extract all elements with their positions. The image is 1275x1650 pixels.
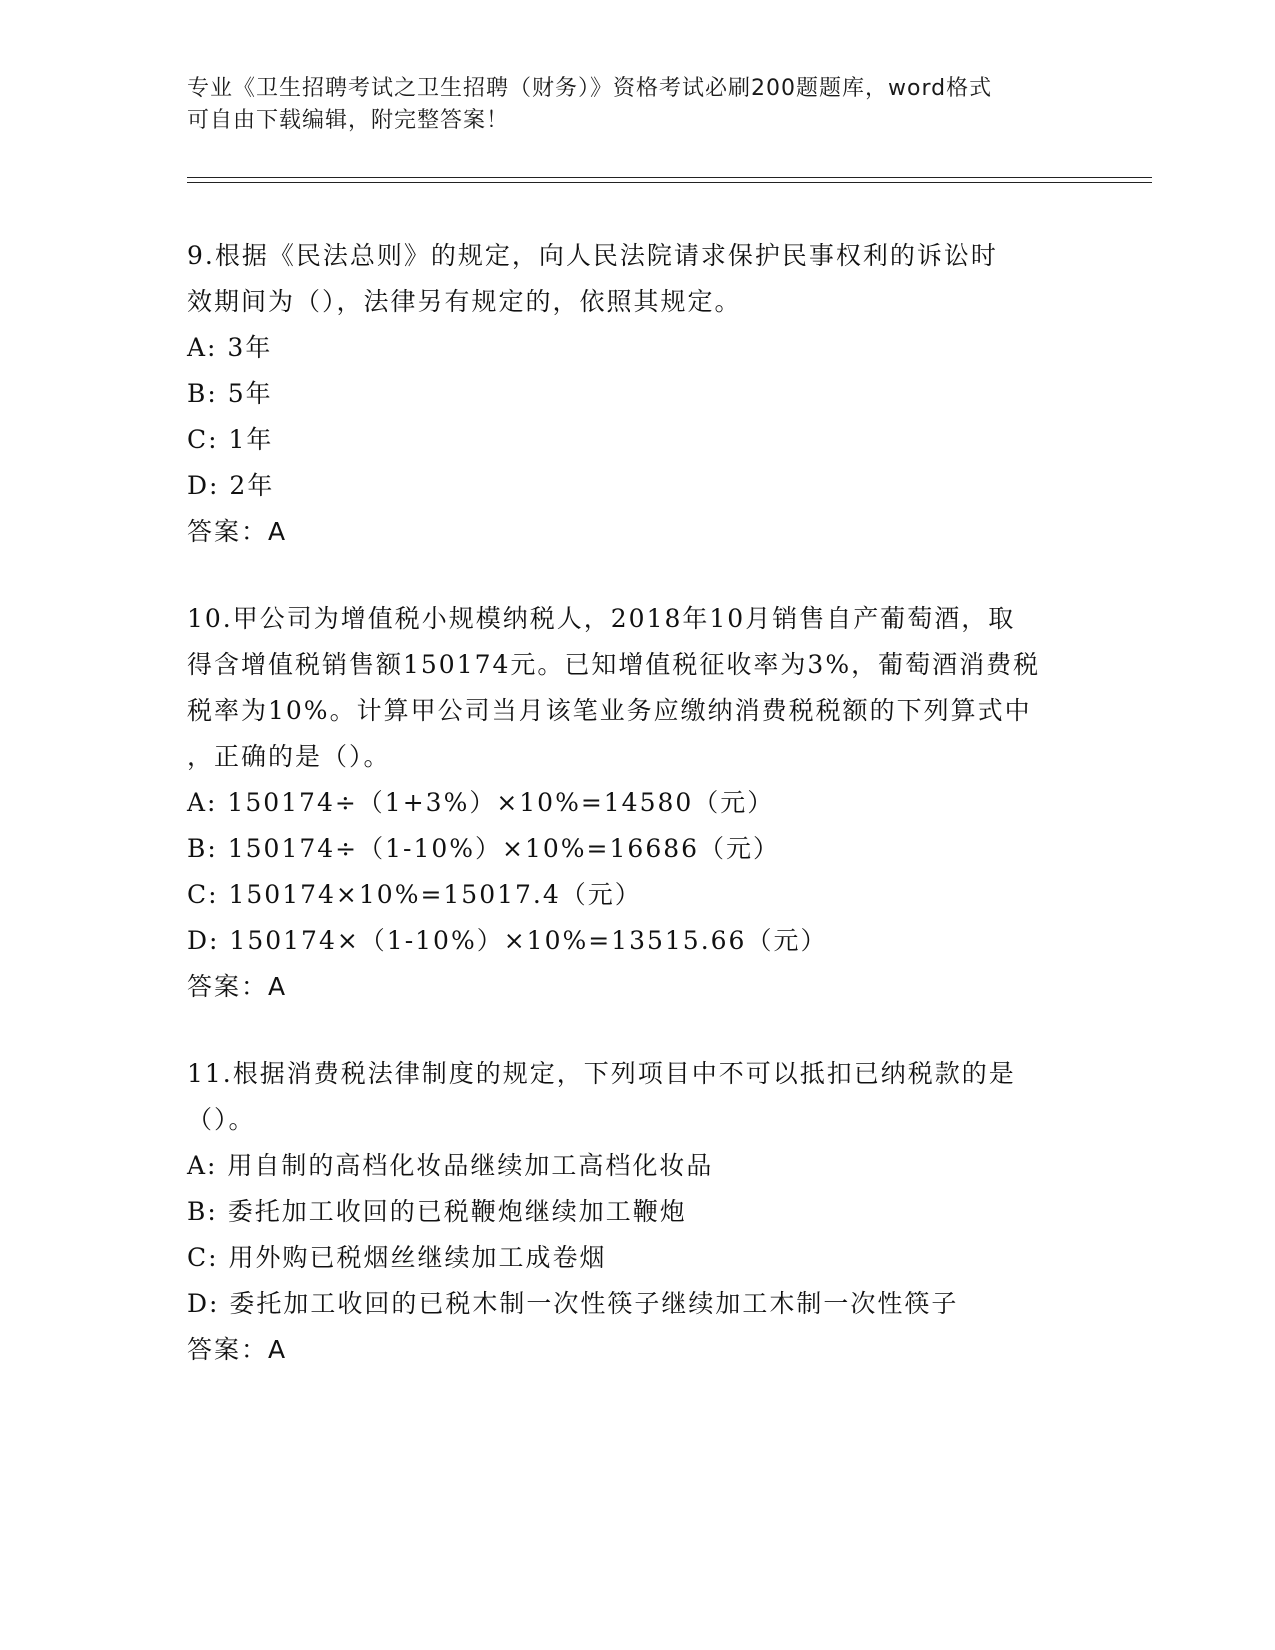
option-c: C: 1年 [187, 425, 274, 454]
option-b: B: 150174÷（1-10%）×10%=16686（元） [187, 834, 781, 863]
answer: 答案：A [187, 1335, 288, 1364]
answer: 答案：A [187, 972, 288, 1001]
option-a: A: 用自制的高档化妆品继续加工高档化妆品 [187, 1151, 714, 1180]
question-text-line: ，正确的是（）。 [187, 742, 391, 771]
option-c: C: 用外购已税烟丝继续加工成卷烟 [187, 1243, 607, 1272]
option-d: D: 委托加工收回的已税木制一次性筷子继续加工木制一次性筷子 [187, 1289, 959, 1318]
header-line-1: 专业《卫生招聘考试之卫生招聘（财务）》资格考试必刷200题题库，word格式 [187, 76, 993, 101]
option-b: B: 委托加工收回的已税鞭炮继续加工鞭炮 [187, 1197, 687, 1226]
question-text-line: （）。 [187, 1105, 256, 1134]
question-text-line: 效期间为（），法律另有规定的，依照其规定。 [187, 287, 742, 316]
option-c: C: 150174×10%=15017.4（元） [187, 880, 642, 909]
document-header [187, 73, 1087, 137]
question-10 [187, 596, 1087, 1010]
question-11 [187, 1051, 1087, 1373]
question-text-line: 9.根据《民法总则》的规定，向人民法院请求保护民事权利的诉讼时 [187, 241, 998, 270]
option-a: A: 150174÷（1+3%）×10%=14580（元） [187, 788, 775, 817]
header-divider-top [187, 177, 1152, 178]
question-text-line: 11.根据消费税法律制度的规定，下列项目中不可以抵扣已纳税款的是 [187, 1059, 1016, 1088]
option-b: B: 5年 [187, 379, 273, 408]
question-text-line: 税率为10%。计算甲公司当月该笔业务应缴纳消费税税额的下列算式中 [187, 696, 1032, 725]
header-line-2: 可自由下载编辑，附完整答案！ [187, 108, 510, 133]
question-text-line: 得含增值税销售额150174元。已知增值税征收率为3%，葡萄酒消费税 [187, 650, 1041, 679]
option-a: A: 3年 [187, 333, 273, 362]
header-divider-bottom [187, 182, 1152, 183]
question-9 [187, 233, 1087, 555]
question-text-line: 10.甲公司为增值税小规模纳税人，2018年10月销售自产葡萄酒，取 [187, 604, 1016, 633]
answer: 答案：A [187, 517, 288, 546]
option-d: D: 2年 [187, 471, 275, 500]
option-d: D: 150174×（1-10%）×10%=13515.66（元） [187, 926, 828, 955]
